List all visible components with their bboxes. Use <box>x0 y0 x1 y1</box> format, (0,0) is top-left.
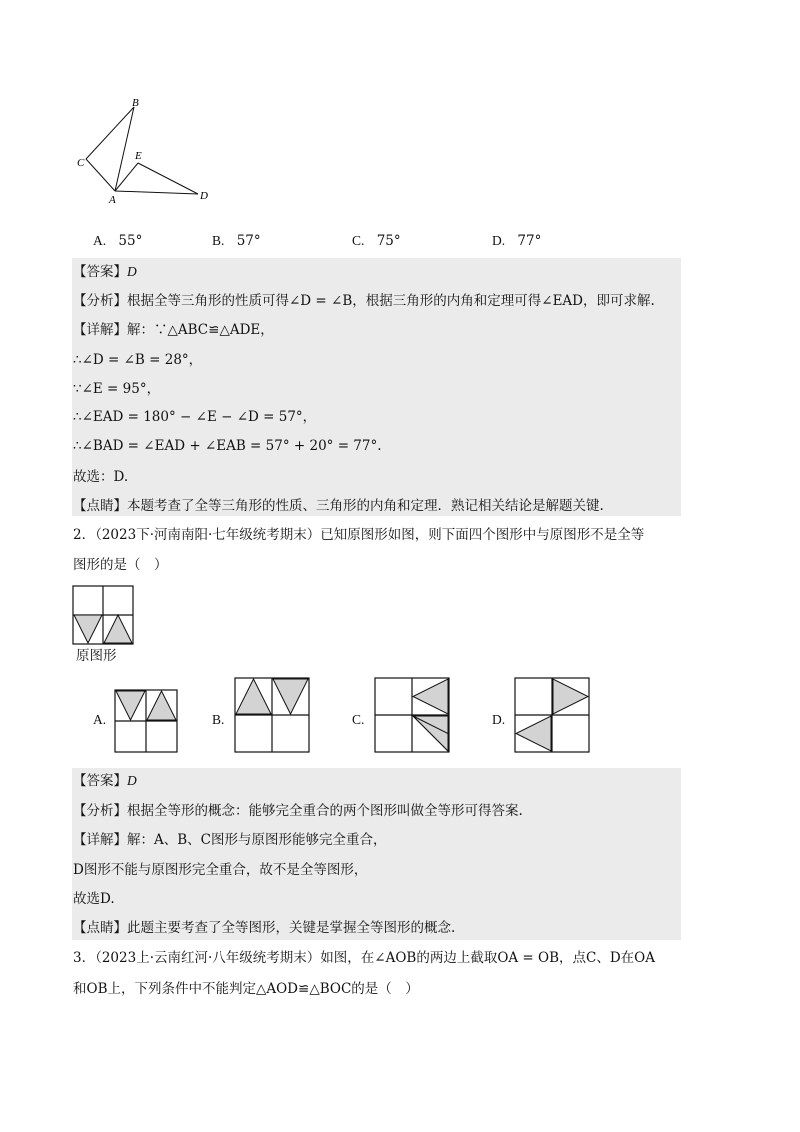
q2-detail-line-2: D图形不能与原图形完全重合，故不是全等图形， <box>73 862 368 878</box>
q2-option-a-figure[interactable] <box>114 689 180 755</box>
q3-stem-line-2: 和OB上，下列条件中不能判定△AOD≌△BOC的是（ ） <box>73 981 419 997</box>
q2-stem-line-2: 图形的是（ ） <box>73 557 168 573</box>
q1-detail-line-2: ∴∠D = ∠B = 28°， <box>73 352 203 368</box>
q1-triangle-figure <box>70 95 230 215</box>
q1-detail-line-3: ∵∠E = 95°， <box>73 381 161 397</box>
q2-stem-line-1: 2．（2023下·河南南阳·七年级统考期末）已知原图形如图，则下面四个图形中与原图形不是全等 <box>73 527 645 543</box>
q1-detail-line-1: 【详解】解：∵△ABC≌△ADE， <box>73 322 274 338</box>
q2-option-d-label[interactable]: D. <box>492 712 506 727</box>
q2-option-c-label[interactable]: C. <box>352 712 365 727</box>
label-e: E <box>135 150 142 162</box>
q1-option-b[interactable]: B. 57° <box>212 233 261 249</box>
q1-detail-line-5: ∴∠BAD = ∠EAD + ∠EAB = 57° + 20° = 77°. <box>73 438 382 454</box>
q2-original-caption: 原图形 <box>76 648 117 664</box>
label-a: A <box>109 194 116 206</box>
q1-option-d[interactable]: D. 77° <box>492 233 542 249</box>
q2-original-figure <box>72 585 136 647</box>
q2-option-b-figure[interactable] <box>234 677 312 755</box>
q1-comment: 【点睛】本题考查了全等三角形的性质、三角形的内角和定理．熟记相关结论是解题关键. <box>73 498 604 514</box>
label-d: D <box>200 190 208 202</box>
q2-option-b-label[interactable]: B. <box>212 712 225 727</box>
q2-option-c-figure[interactable] <box>374 677 452 755</box>
q1-analysis: 【分析】根据全等三角形的性质可得∠D = ∠B，根据三角形的内角和定理可得∠EAD，即可求解. <box>73 293 655 309</box>
q1-option-c[interactable]: C. 75° <box>352 233 401 249</box>
q3-stem-line-1: 3．（2023上·云南红河·八年级统考期末）如图，在∠AOB的两边上截取OA = OB，点C、D在OA <box>73 950 655 966</box>
q1-choose: 故选：D. <box>73 469 129 485</box>
q1-option-a[interactable]: A. 55° <box>93 233 143 249</box>
q2-detail-line-1: 【详解】解：A、B、C图形与原图形能够完全重合， <box>73 832 387 848</box>
q2-comment: 【点睛】此题主要考查了全等图形，关键是掌握全等图形的概念. <box>73 920 456 936</box>
q1-detail-line-4: ∴∠EAD = 180° − ∠E − ∠D = 57°， <box>73 409 317 425</box>
q2-answer: 【答案】D <box>73 773 137 789</box>
q2-option-a-label[interactable]: A. <box>93 712 107 727</box>
q2-solution-block <box>72 768 681 940</box>
q2-option-d-figure[interactable] <box>514 677 592 755</box>
q2-analysis: 【分析】根据全等形的概念：能够完全重合的两个图形叫做全等形可得答案. <box>73 803 523 819</box>
label-c: C <box>77 157 85 169</box>
q2-detail-line-3: 故选D. <box>73 891 115 907</box>
q1-answer: 【答案】D <box>73 264 137 280</box>
label-b: B <box>132 97 139 109</box>
